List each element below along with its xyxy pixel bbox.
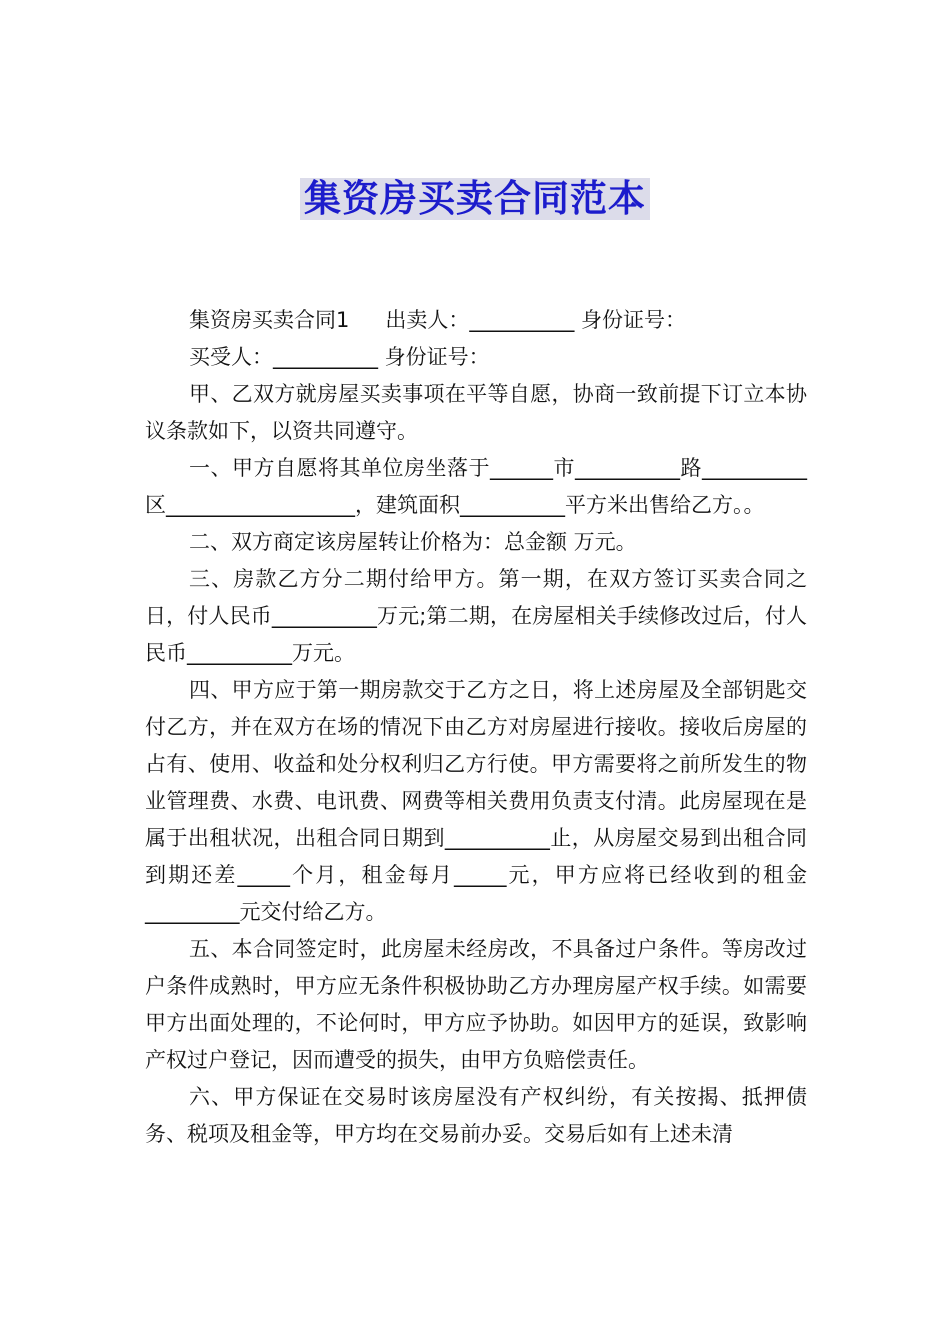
- clause-3: 三、房款乙方分二期付给甲方。第一期，在双方签订买卖合同之日，付人民币__________万元;第二期，在房屋相关手续修改过后，付人民币__________万元。: [145, 567, 807, 665]
- contract-number-label: 集资房买卖合同1: [189, 308, 350, 332]
- document-body: [145, 302, 807, 1153]
- buyer-line: 买受人：__________ 身份证号：: [189, 345, 490, 369]
- clause-4: 四、甲方应于第一期房款交于乙方之日，将上述房屋及全部钥匙交付乙方，并在双方在场的情况下由乙方对房屋进行接收。接收后房屋的占有、使用、收益和处分权利归乙方行使。甲方需要将之前所发生的物业管理费、水费、电讯费、网费等相关费用负责支付清。此房屋现在是属于出租状况，出租合同日期到__________止，从房屋交易到出租合同到期还差_____个月，租金每月_____元，甲方应将已经收到的租金_________元交付给乙方。: [145, 678, 807, 924]
- clause-1: 一、甲方自愿将其单位房坐落于______市__________路__________区__________________，建筑面积__________平方米出售给乙方。。: [145, 456, 807, 517]
- seller-line: 出卖人：__________ 身份证号：: [385, 308, 687, 332]
- contract-header-line: [145, 302, 807, 339]
- clause-5: 五、本合同签定时，此房屋未经房改，不具备过户条件。等房改过户条件成熟时，甲方应无条件积极协助乙方办理房屋产权手续。如需要甲方出面处理的，不论何时，甲方应予协助。如因甲方的延误，致影响产权过户登记，因而遭受的损失，由甲方负赔偿责任。: [145, 937, 807, 1072]
- document-title: 集资房买卖合同范本: [300, 178, 650, 220]
- title-container: [0, 178, 950, 220]
- clause-6: 六、甲方保证在交易时该房屋没有产权纠纷，有关按揭、抵押债务、税项及租金等，甲方均在交易前办妥。交易后如有上述未清: [145, 1085, 807, 1146]
- paragraph-preamble: 甲、乙双方就房屋买卖事项在平等自愿，协商一致前提下订立本协议条款如下，以资共同遵守。: [145, 382, 807, 443]
- clause-2: 二、双方商定该房屋转让价格为：总金额 万元。: [189, 530, 637, 554]
